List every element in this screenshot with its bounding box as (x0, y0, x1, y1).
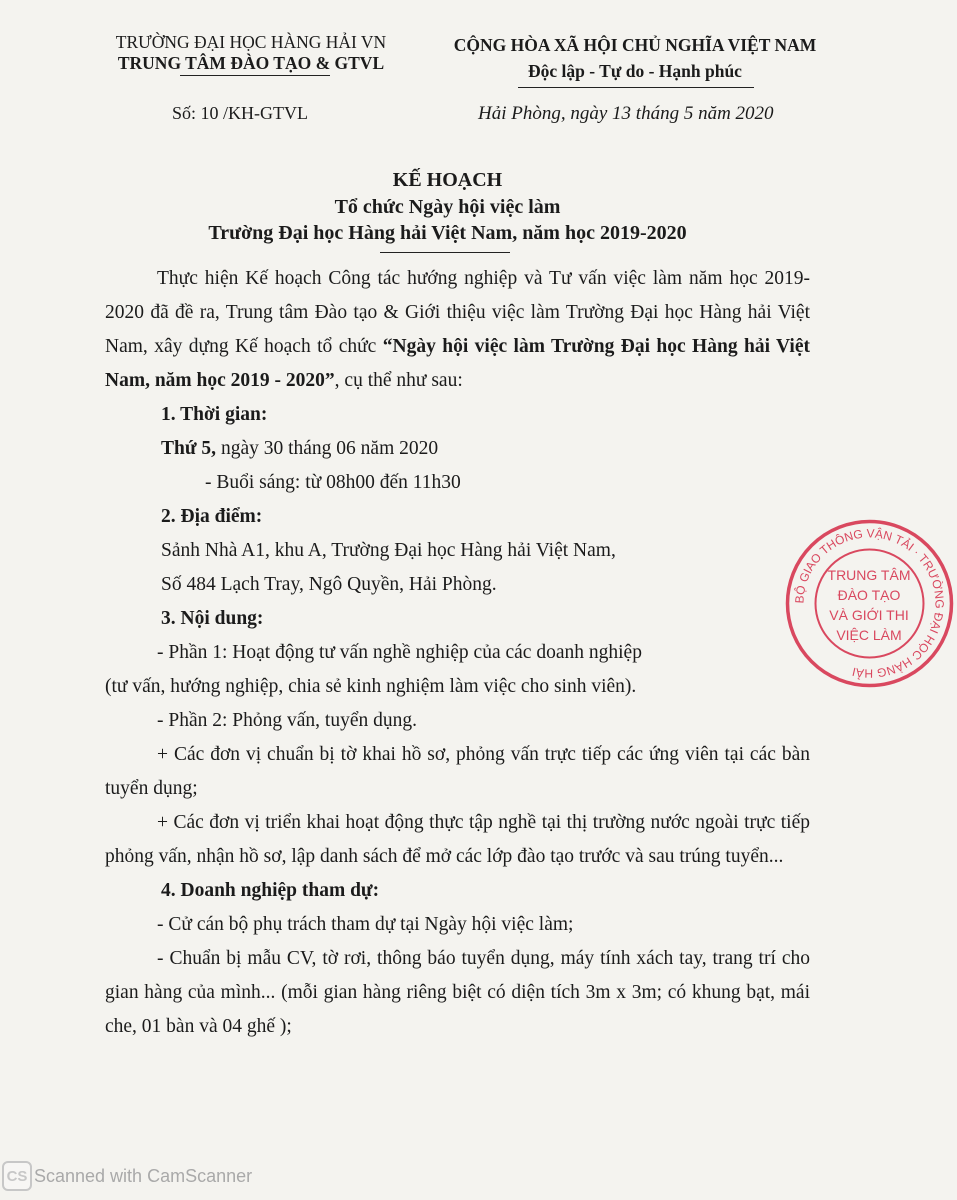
official-red-stamp (782, 516, 957, 691)
section-content-heading: 3. Nội dung: (161, 608, 264, 629)
event-name: “Ngày hội việc làm Trường Đại học Hàng hải Việt Nam, năm học 2019 - 2020” (105, 336, 810, 391)
republic-name: CỘNG HÒA XÃ HỘI CHỦ NGHĨA VIỆT NAM (453, 35, 817, 55)
stamp-text-1: TRUNG TÂM (827, 567, 911, 583)
document-number: Số: 10 /KH-GTVL (172, 103, 308, 123)
org-university: TRƯỜNG ĐẠI HỌC HÀNG HẢI VN (115, 32, 387, 52)
section-location-heading: 2. Địa điểm: (161, 506, 263, 527)
document-body (105, 260, 810, 1044)
section-enterprises-heading: 4. Doanh nghiệp tham dự: (161, 880, 380, 901)
document-title: KẾ HOẠCH (392, 169, 503, 191)
national-header (420, 32, 850, 84)
event-time: - Buổi sáng: từ 08h00 đến 11h30 (205, 472, 461, 493)
stamp-text-4: VIỆC LÀM (836, 627, 902, 643)
header-underline-right (518, 87, 754, 88)
header-underline-left (180, 75, 330, 76)
location-line-2: Số 484 Lạch Tray, Ngô Quyền, Hải Phòng. (161, 574, 497, 595)
intro-paragraph: Thực hiện Kế hoạch Công tác hướng nghiệp và Tư vấn việc làm năm học 2019-2020 đã đề ra, Trung tâm Đào tạo & Giới thiệu việc làm Trường Đại học Hàng hải Việt Nam, xây dựng Kế hoạch tổ chức “Ngày hội việc làm Trường Đại học Hàng hải Việt Nam, năm học 2019 - 2020”, cụ thể như sau: (105, 268, 810, 391)
content-part-1-detail: (tư vấn, hướng nghiệp, chia sẻ kinh nghiệm làm việc cho sinh viên). (105, 676, 637, 697)
stamp-text-2: ĐÀO TẠO (837, 587, 901, 603)
content-item-1: + Các đơn vị chuẩn bị tờ khai hồ sơ, phỏng vấn trực tiếp các ứng viên tại các bàn tuyển dụng; (105, 744, 810, 799)
section-time-heading: 1. Thời gian: (161, 404, 268, 425)
enterprise-item-2: - Chuẩn bị mẫu CV, tờ rơi, thông báo tuyển dụng, máy tính xách tay, trang trí cho gian hàng của mình... (mỗi gian hàng riêng biệt có diện tích 3m x 3m; có khung bạt, mái che, 01 bàn và 04 ghế ); (105, 948, 810, 1037)
event-date: Thứ 5, ngày 30 tháng 06 năm 2020 (161, 438, 439, 459)
issuing-organization (96, 32, 406, 74)
content-item-2: + Các đơn vị triển khai hoạt động thực tập nghề tại thị trường nước ngoài trực tiếp phỏng vấn, nhận hồ sơ, lập danh sách để mở các lớp đào tạo trước và sau trúng tuyển... (105, 812, 810, 867)
content-part-1: - Phần 1: Hoạt động tư vấn nghề nghiệp của các doanh nghiệp (157, 642, 642, 663)
stamp-ring-text: BỘ GIAO THÔNG VẬN TẢI · TRƯỜNG ĐẠI HỌC HÀNG HẢI (792, 526, 947, 681)
org-center: TRUNG TÂM ĐÀO TẠO & GTVL (117, 53, 385, 73)
national-motto: Độc lập - Tự do - Hạnh phúc (528, 61, 742, 81)
enterprise-item-1: - Cử cán bộ phụ trách tham dự tại Ngày hội việc làm; (157, 914, 574, 935)
camscanner-logo-icon: CS (2, 1161, 32, 1191)
scanner-watermark (2, 1157, 252, 1195)
content-part-2: - Phần 2: Phỏng vấn, tuyển dụng. (157, 710, 417, 731)
camscanner-text: Scanned with CamScanner (34, 1165, 253, 1186)
place-and-date: Hải Phòng, ngày 13 tháng 5 năm 2020 (478, 103, 774, 124)
title-underline (380, 252, 510, 253)
document-subtitle-2: Trường Đại học Hàng hải Việt Nam, năm học 2019-2020 (208, 222, 687, 244)
stamp-outer-ring (788, 522, 952, 686)
location-line-1: Sảnh Nhà A1, khu A, Trường Đại học Hàng hải Việt Nam, (161, 540, 616, 561)
stamp-text-3: VÀ GIỚI THI (829, 607, 909, 623)
document-subtitle: Tổ chức Ngày hội việc làm (334, 196, 561, 218)
